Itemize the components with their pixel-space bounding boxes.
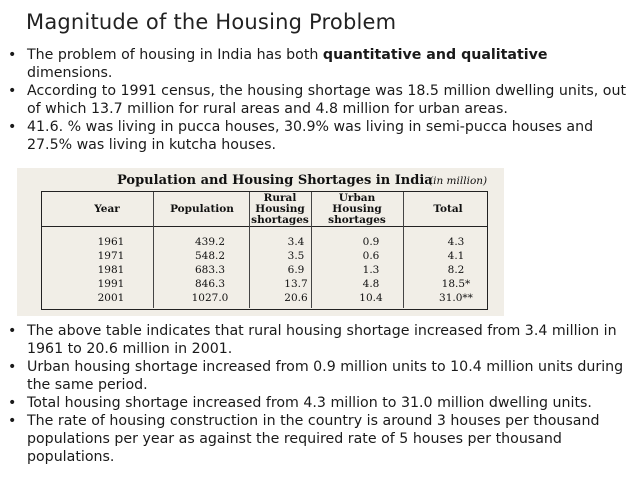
cell-urban: 4.8 [362,278,380,290]
table-header-urban: Urban Housing shortages [328,191,386,226]
bullet-dot: • [8,83,17,99]
bullet-text: The rate of housing construction in the country is around 3 houses per thousand populations per year as against the required rate of 5 houses per thousand populations. [27,413,600,465]
bullet-item [8,412,634,466]
table-header-rural: Rural Housing shortages [251,191,309,226]
bullet-text: 41.6. % was living in pucca houses, 30.9% was living in semi-pucca houses and 27.5% was living in kutcha houses. [27,119,594,153]
cell-urban: 0.6 [362,250,380,262]
bullet-text: Total housing shortage increased from 4.3 million to 31.0 million dwelling units. [27,395,592,411]
bullet-item [8,46,634,82]
cell-total: 18.5* [441,278,471,290]
table-row [41,278,488,292]
table-header-divider [41,226,488,227]
bullet-item [8,394,634,412]
slide-title: Magnitude of the Housing Problem [26,10,397,34]
bullet-item [8,82,634,118]
bullet-dot: • [8,359,17,375]
cell-year: 2001 [97,292,125,304]
cell-urban: 10.4 [359,292,383,304]
bullet-item [8,118,634,154]
bullet-item [8,358,634,394]
bullet-dot: • [8,413,17,429]
cell-urban: 0.9 [362,236,380,248]
cell-year: 1961 [97,236,125,248]
table-row [41,292,488,306]
table-header-total: Total [433,202,463,215]
cell-population: 439.2 [194,236,226,248]
cell-total: 4.3 [447,236,465,248]
cell-population: 683.3 [194,264,226,276]
bullet-text: Urban housing shortage increased from 0.9 million units to 10.4 million units during the same period. [27,359,624,393]
bullet-text-tail: dimensions. [27,65,113,81]
cell-year: 1971 [97,250,125,262]
table-title: Population and Housing Shortages in India [117,173,433,188]
cell-total: 8.2 [447,264,465,276]
top-bullet-list [8,46,634,154]
bullet-text: The above table indicates that rural housing shortage increased from 3.4 million in 1961 to 20.6 million in 2001. [27,323,617,357]
table-unit: (in million) [429,175,488,187]
bullet-dot: • [8,395,17,411]
table-row [41,236,488,250]
bullet-dot: • [8,119,17,135]
housing-shortage-table-image [17,168,504,316]
cell-population: 548.2 [194,250,226,262]
cell-year: 1991 [97,278,125,290]
table-row [41,264,488,278]
cell-total: 31.0** [439,292,473,304]
cell-rural: 13.7 [284,278,308,290]
bullet-dot: • [8,47,17,63]
cell-total: 4.1 [447,250,465,262]
bullet-text: According to 1991 census, the housing shortage was 18.5 million dwelling units, out of which 13.7 million for rural areas and 4.8 million for urban areas. [27,83,627,117]
bottom-bullet-list [8,322,634,466]
bullet-item [8,322,634,358]
bullet-text: The problem of housing in India has both [27,47,323,63]
table-header-population: Population [170,202,234,215]
cell-urban: 1.3 [362,264,380,276]
cell-rural: 3.4 [287,236,305,248]
cell-population: 1027.0 [191,292,229,304]
bullet-dot: • [8,323,17,339]
table-row [41,250,488,264]
cell-rural: 20.6 [284,292,308,304]
bullet-bold-text: quantitative and qualitative [322,47,548,63]
cell-rural: 6.9 [287,264,305,276]
cell-year: 1981 [97,264,125,276]
table-header-year: Year [94,202,120,215]
cell-population: 846.3 [194,278,226,290]
cell-rural: 3.5 [287,250,305,262]
